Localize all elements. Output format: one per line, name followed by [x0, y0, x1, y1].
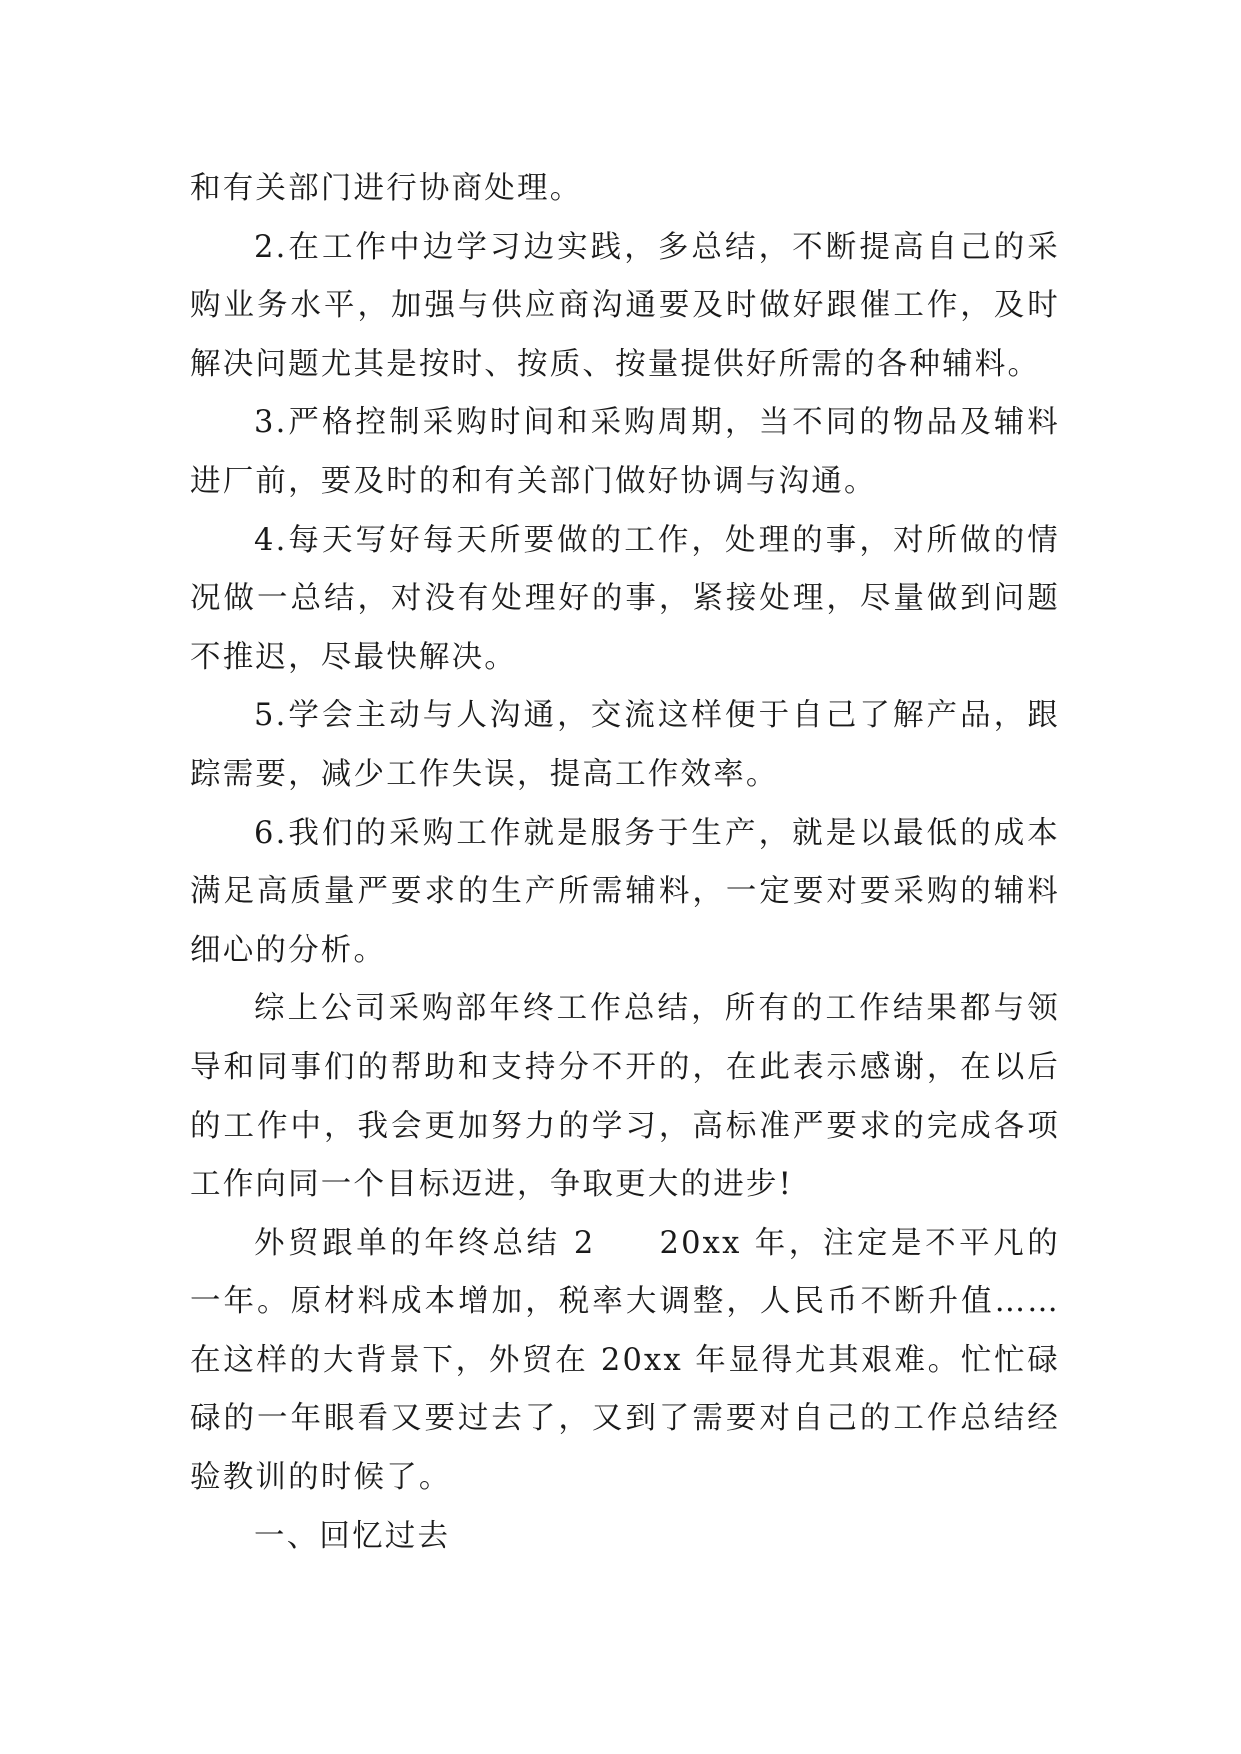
section-2-paragraph [190, 1215, 1060, 1508]
paragraph-item-2: 2.在工作中边学习边实践，多总结，不断提高自己的采购业务水平，加强与供应商沟通要及时做好跟催工作，及时解决问题尤其是按时、按质、按量提供好所需的各种辅料。 [190, 229, 1060, 382]
heading-recall-past: 一、回忆过去 [254, 1518, 451, 1554]
section-2-body: 20xx 年，注定是不平凡的一年。原材料成本增加，税率大调整，人民币不断升值……在这样的大背景下，外贸在 20xx 年显得尤其艰难。忙忙碌碌的一年眼看又要过去了，又到了需要对自己的工作总结经验教训的时候了。 [190, 1225, 1060, 1496]
paragraph-0: 和有关部门进行协商处理。 [190, 171, 583, 206]
document-body [190, 160, 1060, 1566]
paragraph-item-4: 4.每天写好每天所要做的工作，处理的事，对所做的情况做一总结，对没有处理好的事，紧接处理，尽量做到问题不推迟，尽最快解决。 [190, 522, 1060, 675]
paragraph-conclusion: 综上公司采购部年终工作总结，所有的工作结果都与领导和同事们的帮助和支持分不开的，在此表示感谢，在以后的工作中，我会更加努力的学习，高标准严要求的完成各项工作向同一个目标迈进，争取更大的进步! [190, 991, 1060, 1203]
paragraph-item-5: 5.学会主动与人沟通，交流这样便于自己了解产品，跟踪需要，减少工作失误，提高工作效率。 [190, 698, 1060, 792]
paragraph-item-3: 3.严格控制采购时间和采购周期，当不同的物品及辅料进厂前，要及时的和有关部门做好协调与沟通。 [190, 405, 1060, 499]
section-2-title: 外贸跟单的年终总结 2 [254, 1225, 596, 1261]
paragraph-item-6: 6.我们的采购工作就是服务于生产，就是以最低的成本满足高质量严要求的生产所需辅料，一定要对要采购的辅料细心的分析。 [190, 815, 1060, 968]
